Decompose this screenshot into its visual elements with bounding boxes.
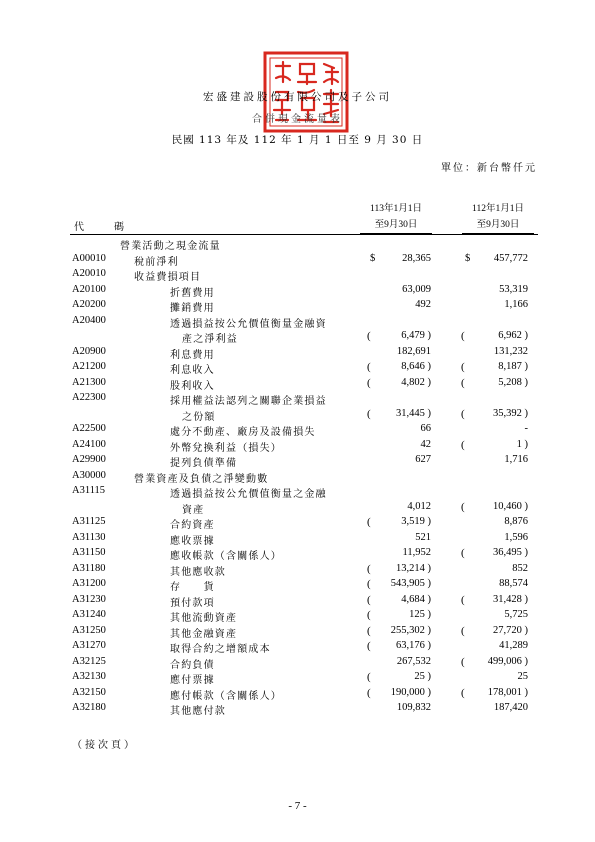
current-period-value: 25 ) bbox=[414, 671, 431, 682]
current-period-header bbox=[360, 201, 432, 234]
prior-open-paren: ( bbox=[461, 330, 465, 342]
prior-period-value: 5,208 ) bbox=[498, 376, 528, 388]
prior-open-paren: ( bbox=[461, 361, 465, 373]
current-currency-symbol: $ bbox=[370, 252, 376, 264]
table-row bbox=[0, 454, 595, 469]
table-row bbox=[0, 485, 595, 500]
prior-open-paren: ( bbox=[461, 593, 465, 606]
table-row bbox=[0, 268, 595, 283]
row-label: 預付款項 bbox=[170, 597, 215, 609]
current-open-paren: ( bbox=[367, 330, 371, 342]
current-open-paren: ( bbox=[367, 609, 371, 621]
company-name: 宏盛建設股份有限公司及子公司 bbox=[203, 91, 392, 103]
current-period-value: 63,009 bbox=[402, 283, 431, 295]
row-label: 攤銷費用 bbox=[170, 303, 215, 314]
row-label: 稅前淨利 bbox=[134, 256, 179, 268]
row-label: 之份額 bbox=[182, 411, 216, 423]
row-code: A20010 bbox=[72, 268, 106, 279]
prior-period-value: 10,460 ) bbox=[493, 500, 528, 512]
page-number: - 7 - bbox=[288, 800, 307, 812]
row-code: A31180 bbox=[72, 562, 106, 574]
row-code: A32180 bbox=[72, 702, 106, 713]
prior-open-paren: ( bbox=[461, 500, 465, 513]
current-period-value: 4,012 bbox=[407, 500, 431, 512]
table-row bbox=[0, 671, 595, 686]
prior-open-paren: ( bbox=[461, 376, 465, 389]
row-code: A20100 bbox=[72, 283, 106, 295]
current-period-line1: 113年1月1日 bbox=[370, 204, 422, 214]
row-label: 取得合約之增額成本 bbox=[170, 644, 271, 655]
row-label: 應收票據 bbox=[170, 535, 215, 547]
prior-period-value: 852 bbox=[512, 562, 528, 574]
row-label: 其他應付款 bbox=[170, 706, 226, 717]
row-code: A21300 bbox=[72, 376, 106, 388]
prior-period-value: 1,166 bbox=[504, 299, 528, 310]
prior-period-value: 1 ) bbox=[516, 438, 528, 450]
current-period-value: 28,365 bbox=[402, 252, 431, 264]
table-row bbox=[0, 563, 595, 578]
table-row bbox=[0, 578, 595, 593]
current-period-value: 6,479 ) bbox=[401, 330, 431, 341]
row-label: 其他金融資產 bbox=[170, 628, 238, 640]
row-label: 其他流動資產 bbox=[170, 613, 238, 624]
current-period-value: 627 bbox=[415, 454, 431, 465]
current-period-line2: 至9月30日 bbox=[360, 217, 432, 234]
row-label: 其他應收款 bbox=[170, 566, 226, 578]
continued-note: （接次頁） bbox=[72, 740, 137, 751]
row-label: 提列負債準備 bbox=[170, 458, 238, 469]
table-row bbox=[0, 687, 595, 702]
table-row bbox=[0, 609, 595, 624]
table-row bbox=[0, 470, 595, 485]
code-column-header: 代 碼 bbox=[74, 222, 134, 233]
statement-title: 合併現金流量表 bbox=[252, 114, 343, 125]
row-label: 合約資產 bbox=[170, 520, 215, 531]
table-row bbox=[0, 656, 595, 671]
prior-open-paren: ( bbox=[461, 655, 465, 668]
table-row bbox=[0, 625, 595, 640]
row-label: 應付帳款（含關係人） bbox=[170, 690, 282, 702]
table-row bbox=[0, 377, 595, 392]
current-period-value: 125 ) bbox=[409, 609, 431, 620]
prior-period-value: 31,428 ) bbox=[493, 593, 528, 605]
table-row bbox=[0, 315, 595, 330]
prior-period-value: 53,319 bbox=[499, 283, 528, 295]
row-label: 合約負債 bbox=[170, 659, 215, 671]
current-period-value: 267,532 bbox=[396, 655, 431, 667]
current-period-value: 13,214 ) bbox=[396, 562, 431, 574]
row-label: 外幣兌換利益（損失） bbox=[170, 442, 282, 454]
row-code: A31230 bbox=[72, 593, 106, 605]
current-open-paren: ( bbox=[367, 407, 371, 420]
current-period-value: 4,684 ) bbox=[401, 593, 431, 605]
prior-period-value: 178,001 ) bbox=[487, 686, 528, 698]
table-row bbox=[0, 439, 595, 454]
row-code: A31270 bbox=[72, 640, 106, 651]
row-label: 應付票據 bbox=[170, 675, 215, 686]
row-code: A31240 bbox=[72, 609, 106, 620]
row-code: A31150 bbox=[72, 547, 106, 558]
prior-open-paren: ( bbox=[461, 686, 465, 699]
row-code: A32125 bbox=[72, 655, 106, 667]
current-open-paren: ( bbox=[367, 593, 371, 606]
prior-period-value: 27,720 ) bbox=[493, 624, 528, 636]
prior-open-paren: ( bbox=[461, 547, 465, 559]
row-code: A31200 bbox=[72, 578, 106, 589]
current-open-paren: ( bbox=[367, 376, 371, 389]
prior-period-value: 499,006 ) bbox=[487, 655, 528, 667]
row-label: 處分不動產、廠房及設備損失 bbox=[170, 427, 316, 438]
row-code: A31130 bbox=[72, 531, 106, 543]
current-period-value: 543,905 ) bbox=[390, 578, 431, 589]
current-period-value: 31,445 ) bbox=[396, 407, 431, 419]
current-period-value: 3,519 ) bbox=[401, 516, 431, 527]
prior-period-value: 25 bbox=[517, 671, 528, 682]
current-open-paren: ( bbox=[367, 671, 371, 683]
prior-period-line2: 至9月30日 bbox=[462, 217, 534, 234]
prior-period-line1: 112年1月1日 bbox=[472, 204, 524, 214]
row-label: 採用權益法認列之關聯企業損益 bbox=[170, 396, 327, 407]
prior-period-value: 1,596 bbox=[504, 531, 528, 543]
row-label: 透過損益按公允價值衡量金融資 bbox=[170, 318, 327, 330]
table-row bbox=[0, 516, 595, 531]
row-label: 存 貨 bbox=[170, 582, 215, 593]
prior-period-value: 88,574 bbox=[499, 578, 528, 589]
row-label: 透過損益按公允價值衡量之金融 bbox=[170, 489, 327, 500]
row-label: 股利收入 bbox=[170, 380, 215, 392]
prior-period-value: 1,716 bbox=[504, 454, 528, 465]
prior-currency-symbol: $ bbox=[465, 252, 471, 264]
current-period-value: 8,646 ) bbox=[401, 361, 431, 372]
prior-period-value: 187,420 bbox=[493, 702, 528, 713]
row-label: 營業活動之現金流量 bbox=[120, 241, 221, 252]
current-open-paren: ( bbox=[367, 578, 371, 590]
current-period-value: 521 bbox=[415, 531, 431, 543]
table-row bbox=[0, 330, 595, 345]
table-row bbox=[0, 361, 595, 376]
table-row bbox=[0, 423, 595, 438]
row-label: 收益費損項目 bbox=[134, 272, 202, 283]
current-period-value: 63,176 ) bbox=[396, 640, 431, 651]
current-period-value: 255,302 ) bbox=[390, 624, 431, 636]
row-label: 資產 bbox=[182, 504, 205, 516]
table-row bbox=[0, 408, 595, 423]
prior-open-paren: ( bbox=[461, 438, 465, 451]
prior-period-value: 131,232 bbox=[493, 345, 528, 357]
row-label: 折舊費用 bbox=[170, 287, 215, 299]
header-rule bbox=[70, 234, 538, 235]
currency-unit: 單位：新台幣仟元 bbox=[441, 163, 537, 174]
prior-period-value: 457,772 bbox=[493, 252, 528, 264]
current-period-value: 4,802 ) bbox=[401, 376, 431, 388]
row-code: A29900 bbox=[72, 454, 106, 465]
table-row bbox=[0, 702, 595, 717]
table-row bbox=[0, 594, 595, 609]
table-row bbox=[0, 501, 595, 516]
current-open-paren: ( bbox=[367, 624, 371, 637]
row-code: A21200 bbox=[72, 361, 106, 372]
table-row bbox=[0, 237, 595, 252]
table-row bbox=[0, 253, 595, 268]
row-label: 應收帳款（含關係人） bbox=[170, 551, 282, 562]
row-code: A20400 bbox=[72, 314, 106, 326]
table-row bbox=[0, 299, 595, 314]
current-open-paren: ( bbox=[367, 361, 371, 373]
row-code: A00010 bbox=[72, 252, 106, 264]
prior-period-value: - bbox=[524, 423, 528, 434]
prior-open-paren: ( bbox=[461, 624, 465, 637]
current-open-paren: ( bbox=[367, 640, 371, 652]
table-row bbox=[0, 346, 595, 361]
current-period-value: 190,000 ) bbox=[390, 686, 431, 698]
row-code: A32150 bbox=[72, 686, 106, 698]
row-code: A20200 bbox=[72, 299, 106, 310]
prior-period-value: 5,725 bbox=[504, 609, 528, 620]
current-open-paren: ( bbox=[367, 516, 371, 528]
prior-period-value: 8,187 ) bbox=[498, 361, 528, 372]
prior-period-header bbox=[462, 201, 534, 234]
row-code: A30000 bbox=[72, 469, 106, 481]
row-code: A31125 bbox=[72, 516, 106, 527]
table-row bbox=[0, 532, 595, 547]
table-row bbox=[0, 392, 595, 407]
current-period-value: 11,952 bbox=[402, 547, 431, 558]
current-period-value: 182,691 bbox=[396, 345, 431, 357]
row-code: A22500 bbox=[72, 423, 106, 434]
current-open-paren: ( bbox=[367, 686, 371, 699]
prior-period-value: 36,495 ) bbox=[493, 547, 528, 558]
prior-period-value: 41,289 bbox=[499, 640, 528, 651]
table-row bbox=[0, 284, 595, 299]
row-label: 產之淨利益 bbox=[182, 334, 238, 345]
prior-open-paren: ( bbox=[461, 407, 465, 420]
current-period-value: 492 bbox=[415, 299, 431, 310]
current-open-paren: ( bbox=[367, 562, 371, 575]
row-code: A31250 bbox=[72, 624, 106, 636]
row-code: A24100 bbox=[72, 438, 106, 450]
row-label: 營業資產及負債之淨變動數 bbox=[134, 473, 269, 485]
prior-period-value: 35,392 ) bbox=[493, 407, 528, 419]
statement-period: 民國 113 年及 112 年 1 月 1 日至 9 月 30 日 bbox=[171, 134, 424, 146]
current-period-value: 66 bbox=[420, 423, 431, 434]
row-label: 利息費用 bbox=[170, 349, 215, 361]
row-code: A32130 bbox=[72, 671, 106, 682]
current-period-value: 42 bbox=[420, 438, 431, 450]
current-period-value: 109,832 bbox=[396, 702, 431, 713]
prior-period-value: 8,876 bbox=[504, 516, 528, 527]
row-code: A22300 bbox=[72, 392, 106, 403]
table-row bbox=[0, 640, 595, 655]
row-label: 利息收入 bbox=[170, 365, 215, 376]
prior-period-value: 6,962 ) bbox=[498, 330, 528, 341]
table-row bbox=[0, 547, 595, 562]
row-code: A31115 bbox=[72, 485, 106, 496]
row-code: A20900 bbox=[72, 345, 106, 357]
